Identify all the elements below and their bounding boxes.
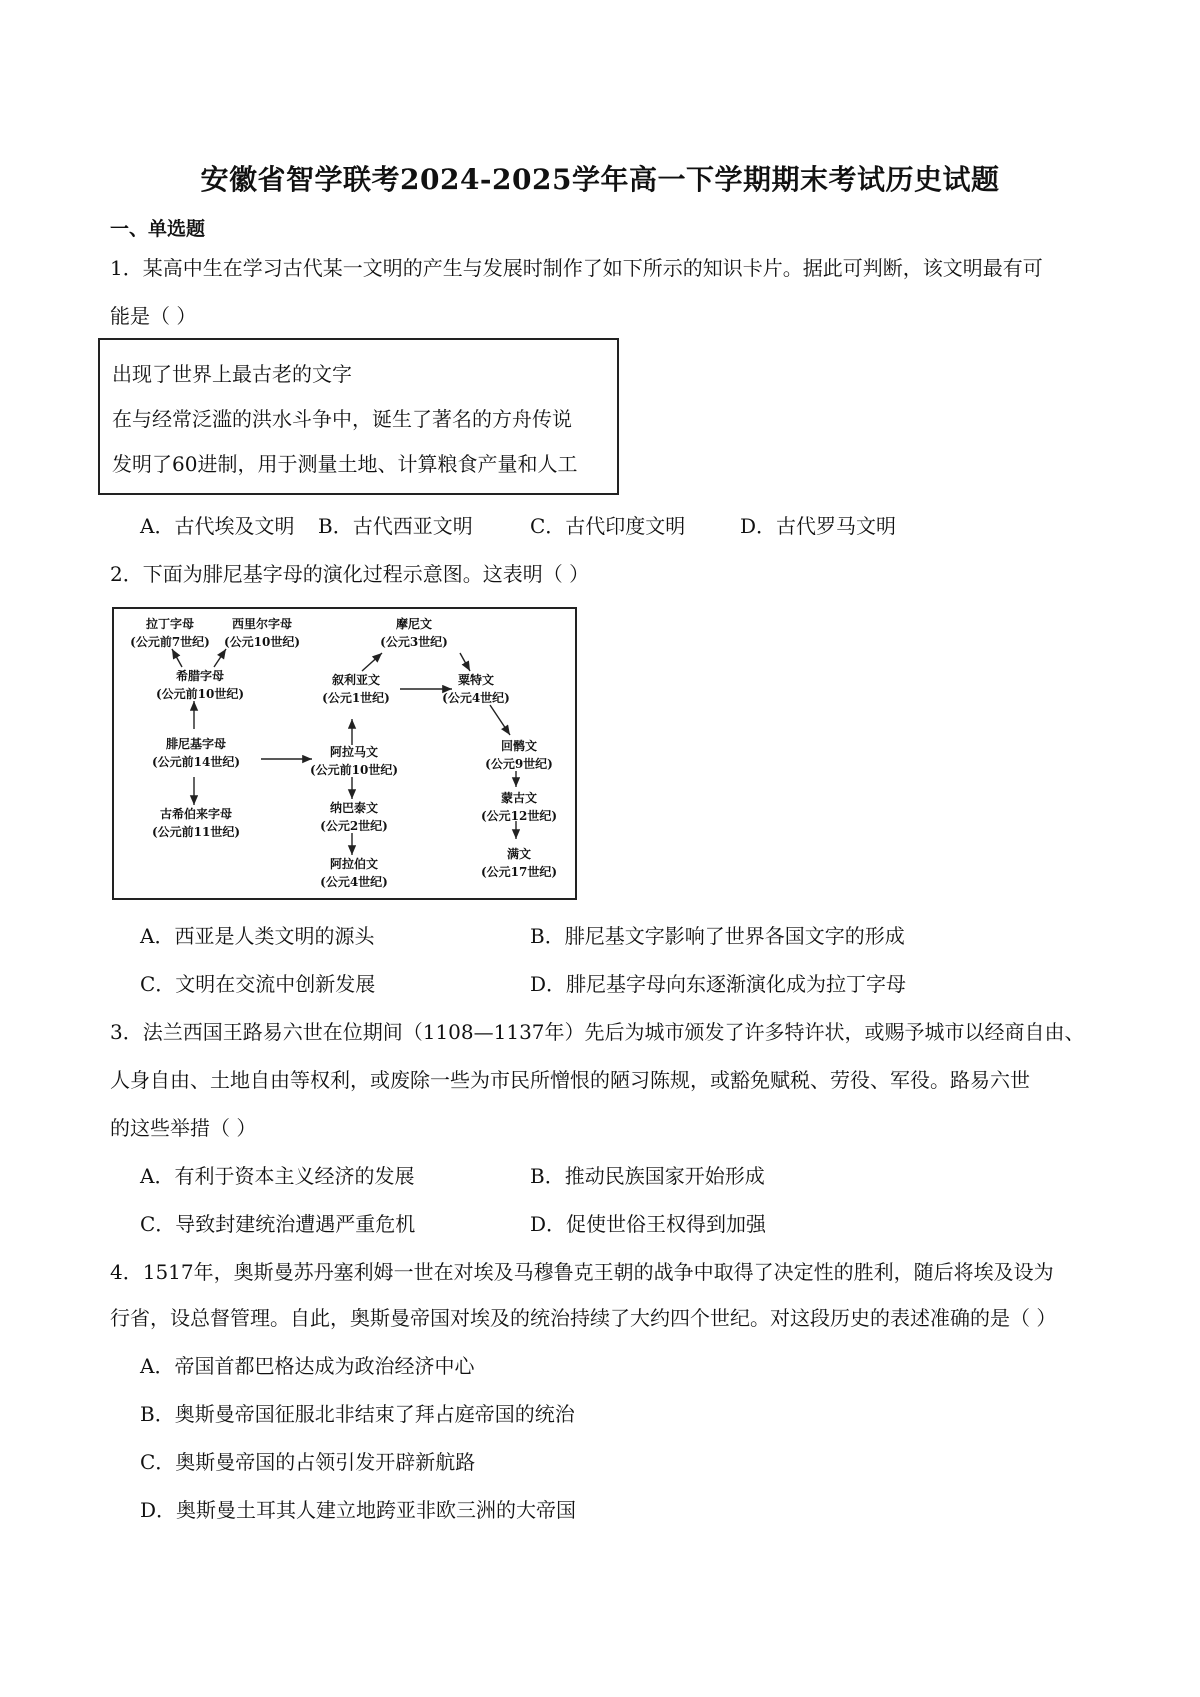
card-line-3: 发明了60进制，用于测量土地、计算粮食产量和人工 xyxy=(112,452,578,476)
node-greek-name: 希腊字母 xyxy=(175,669,224,683)
node-mani-date: (公元3世纪) xyxy=(380,635,448,649)
q3-option-c[interactable]: C．导致封建统治遭遇严重危机 xyxy=(140,1212,416,1236)
node-cyrillic-name: 西里尔字母 xyxy=(231,617,292,631)
node-phoenician-date: (公元前14世纪) xyxy=(151,755,241,769)
node-aramaic-name: 阿拉马文 xyxy=(329,745,378,759)
node-nabataean-name: 纳巴泰文 xyxy=(329,801,378,815)
node-phoenician xyxy=(152,735,240,771)
node-uighur-name: 回鹘文 xyxy=(500,739,537,753)
node-mongol-name: 蒙古文 xyxy=(500,791,537,805)
q1-option-a[interactable]: A．古代埃及文明 xyxy=(140,514,295,538)
q2-option-a[interactable]: A．西亚是人类文明的源头 xyxy=(140,924,375,948)
q1-stem-line2: 能是（ ） xyxy=(110,304,197,328)
node-arabic-date: (公元4世纪) xyxy=(320,875,388,889)
q3-option-a[interactable]: A．有利于资本主义经济的发展 xyxy=(140,1164,415,1188)
phoenician-alphabet-diagram xyxy=(112,607,577,900)
node-syriac-date: (公元1世纪) xyxy=(322,691,390,705)
node-syriac-name: 叙利亚文 xyxy=(331,673,380,687)
q4-option-c[interactable]: C．奥斯曼帝国的占领引发开辟新航路 xyxy=(140,1450,476,1474)
node-phoenician-name: 腓尼基字母 xyxy=(165,737,226,751)
node-mani xyxy=(380,615,448,651)
node-mongol-date: (公元12世纪) xyxy=(480,809,558,823)
q2-option-d[interactable]: D．腓尼基字母向东逐渐演化成为拉丁字母 xyxy=(530,972,907,996)
node-sogdian-date: (公元4世纪) xyxy=(442,691,510,705)
node-nabataean xyxy=(320,799,388,835)
node-latin xyxy=(130,615,210,651)
node-manchu-date: (公元17世纪) xyxy=(480,865,558,879)
node-latin-date: (公元前7世纪) xyxy=(130,635,210,649)
node-syriac xyxy=(322,671,390,707)
q2-stem: 2．下面为腓尼基字母的演化过程示意图。这表明（ ） xyxy=(110,562,590,586)
node-mongol xyxy=(481,789,557,825)
node-hebrew-name: 古希伯来字母 xyxy=(159,807,232,821)
node-manchu-name: 满文 xyxy=(506,847,531,861)
node-hebrew-date: (公元前11世纪) xyxy=(151,825,241,839)
node-mani-name: 摩尼文 xyxy=(395,617,432,631)
node-nabataean-date: (公元2世纪) xyxy=(320,819,388,833)
q4-option-a[interactable]: A．帝国首都巴格达成为政治经济中心 xyxy=(140,1354,475,1378)
node-hebrew xyxy=(152,805,240,841)
q4-stem-line1: 4．1517年，奥斯曼苏丹塞利姆一世在对埃及马穆鲁克王朝的战争中取得了决定性的胜利，随后将埃及设为 xyxy=(110,1260,1054,1284)
node-cyrillic xyxy=(224,615,300,651)
q1-knowledge-card xyxy=(98,338,619,495)
node-greek-date: (公元前10世纪) xyxy=(155,687,245,701)
q1-stem-line1: 1．某高中生在学习古代某一文明的产生与发展时制作了如下所示的知识卡片。据此可判断，该文明最有可 xyxy=(110,256,1043,280)
node-arabic-name: 阿拉伯文 xyxy=(329,857,378,871)
q1-option-c[interactable]: C．古代印度文明 xyxy=(530,514,686,538)
q3-option-d[interactable]: D．促使世俗王权得到加强 xyxy=(530,1212,767,1236)
page-title: 安徽省智学联考2024-2025学年高一下学期期末考试历史试题 xyxy=(200,163,1000,196)
node-uighur-date: (公元9世纪) xyxy=(485,757,553,771)
q4-option-b[interactable]: B．奥斯曼帝国征服北非结束了拜占庭帝国的统治 xyxy=(140,1402,575,1426)
node-manchu xyxy=(481,845,557,881)
q4-option-d[interactable]: D．奥斯曼土耳其人建立地跨亚非欧三洲的大帝国 xyxy=(140,1498,577,1522)
q2-option-c[interactable]: C．文明在交流中创新发展 xyxy=(140,972,376,996)
node-aramaic-date: (公元前10世纪) xyxy=(309,763,399,777)
node-aramaic xyxy=(310,743,398,779)
node-arabic xyxy=(320,855,388,891)
section-heading: 一、单选题 xyxy=(110,218,206,240)
node-cyrillic-date: (公元10世纪) xyxy=(223,635,301,649)
card-line-1: 出现了世界上最古老的文字 xyxy=(112,362,352,386)
node-sogdian-name: 粟特文 xyxy=(457,673,494,687)
node-latin-name: 拉丁字母 xyxy=(145,617,194,631)
q4-stem-line2: 行省，设总督管理。自此，奥斯曼帝国对埃及的统治持续了大约四个世纪。对这段历史的表述准确的是（ ） xyxy=(110,1306,1057,1330)
q1-option-b[interactable]: B．古代西亚文明 xyxy=(318,514,473,538)
q3-option-b[interactable]: B．推动民族国家开始形成 xyxy=(530,1164,765,1188)
q3-stem-line2: 人身自由、土地自由等权利，或废除一些为市民所憎恨的陋习陈规，或豁免赋税、劳役、军役。路易六世 xyxy=(110,1068,1030,1092)
card-line-2: 在与经常泛滥的洪水斗争中，诞生了著名的方舟传说 xyxy=(112,407,572,431)
q3-stem-line1: 3．法兰西国王路易六世在位期间（1108—1137年）先后为城市颁发了许多特许状，或赐予城市以经商自由、 xyxy=(110,1020,1085,1044)
node-uighur xyxy=(485,737,553,773)
node-sogdian xyxy=(442,671,510,707)
node-greek xyxy=(156,667,244,703)
q3-stem-line3: 的这些举措（ ） xyxy=(110,1116,257,1140)
q1-option-d[interactable]: D．古代罗马文明 xyxy=(740,514,897,538)
q2-option-b[interactable]: B．腓尼基文字影响了世界各国文字的形成 xyxy=(530,924,905,948)
